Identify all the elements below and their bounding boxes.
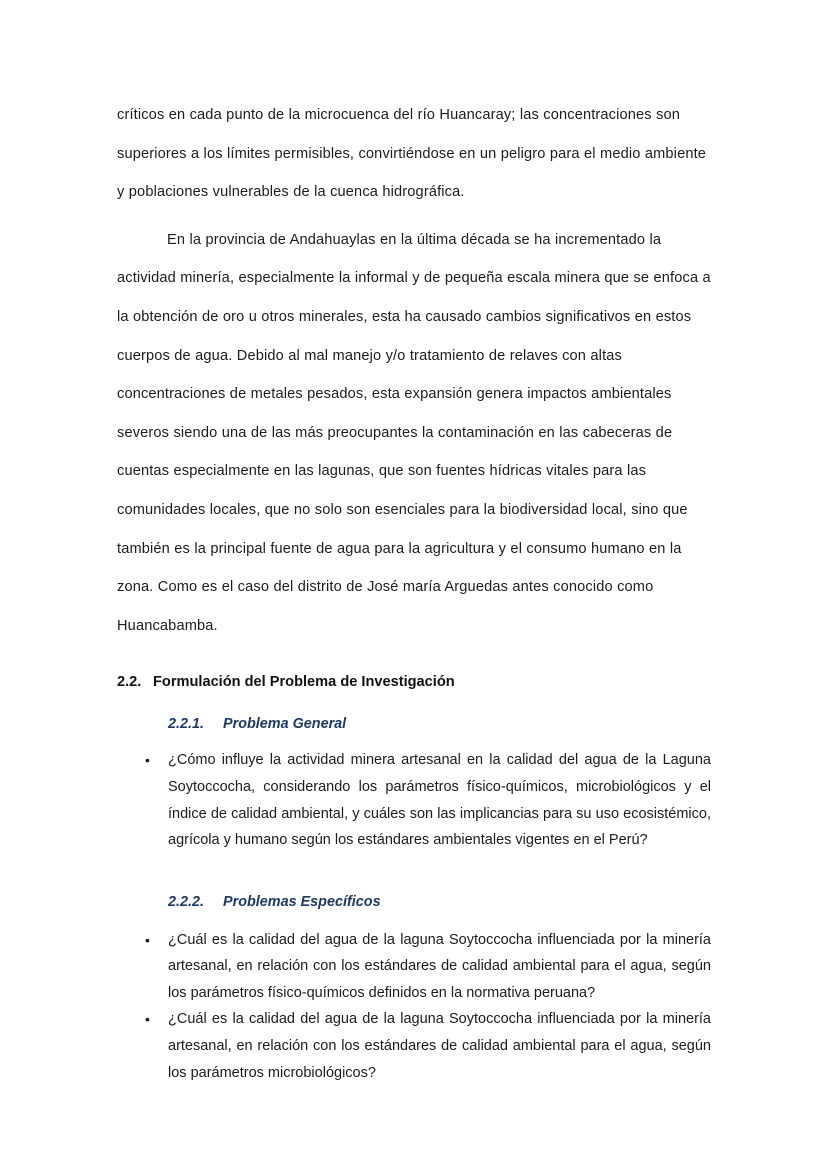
heading-spacer-bottom bbox=[117, 692, 711, 714]
subsection-heading-problema-general bbox=[117, 714, 711, 734]
bullet-icon: • bbox=[145, 931, 150, 948]
bullet-icon: • bbox=[145, 1011, 150, 1028]
subsection-spacer-2-bottom bbox=[117, 912, 711, 927]
section-heading bbox=[117, 672, 711, 692]
paragraph-spacer bbox=[117, 212, 711, 221]
list-item-text: ¿Cómo influye la actividad minera artesanal en la calidad del agua de la Laguna Soytoccocha, considerando los parámetros físico-químicos, microbiológicos y el índice de calidad ambiental, y cuáles son las implicancias para su uso ecosistémico, agrícola y humano según los estándares ambientales vigentes en el Perú? bbox=[168, 752, 711, 849]
subsection-spacer-2-top bbox=[117, 854, 711, 892]
subsection-number-2: 2.2.2. bbox=[168, 893, 205, 910]
list-item-text: ¿Cuál es la calidad del agua de la laguna Soytoccocha influenciada por la minería artesanal, en relación con los estándares de calidad ambiental para el agua, según los parámetros físico-químicos definidos en la normativa peruana? bbox=[168, 931, 711, 1001]
list-item bbox=[117, 1006, 711, 1086]
bullet-icon: • bbox=[145, 752, 150, 769]
list-item bbox=[117, 747, 711, 853]
section-title: Formulación del Problema de Investigación bbox=[153, 674, 455, 691]
paragraph-andahuaylas: En la provincia de Andahuaylas en la última década se ha incrementado la actividad minería, especialmente la informal y de pequeña escala minera que se enfoca a la obtención de oro u otros minerales, esta ha causado cambios significativos en estos cuerpos de agua. Debido al mal manejo y/o tratamiento de relaves con altas concentraciones de metales pesados, esta expansión genera impactos ambientales severos siendo una de las más preocupantes la contaminación en las cabeceras de cuentas especialmente en las lagunas, que son fuentes hídricas vitales para las comunidades locales, que no solo son esenciales para la biodiversidad local, sino que también es la principal fuente de agua para la agricultura y el consumo humano en la zona. Como es el caso del distrito de José maría Arguedas antes conocido como Huancabamba. bbox=[117, 231, 711, 634]
bullet-list-problema-general bbox=[117, 747, 711, 853]
list-item bbox=[117, 927, 711, 1007]
subsection-title-2: Problemas Específicos bbox=[223, 893, 381, 910]
subsection-title-1: Problema General bbox=[223, 716, 347, 733]
page-content bbox=[117, 96, 711, 1086]
bullet-list-problemas-especificos bbox=[117, 927, 711, 1087]
subsection-number-1: 2.2.1. bbox=[168, 716, 205, 733]
subsection-spacer-1 bbox=[117, 734, 711, 747]
heading-spacer-top bbox=[117, 645, 711, 672]
section-number: 2.2. bbox=[117, 674, 142, 691]
paragraph-continuation: críticos en cada punto de la microcuenca del río Huancaray; las concentraciones son superiores a los límites permisibles, convirtiéndose en un peligro para el medio ambiente y poblaciones vulnerables de la cuenca hidrográfica. bbox=[117, 107, 707, 201]
list-item-text: ¿Cuál es la calidad del agua de la laguna Soytoccocha influenciada por la minería artesanal, en relación con los estándares de calidad ambiental para el agua, según los parámetros microbiológicos? bbox=[168, 1011, 711, 1081]
subsection-heading-problemas-especificos bbox=[117, 892, 711, 912]
